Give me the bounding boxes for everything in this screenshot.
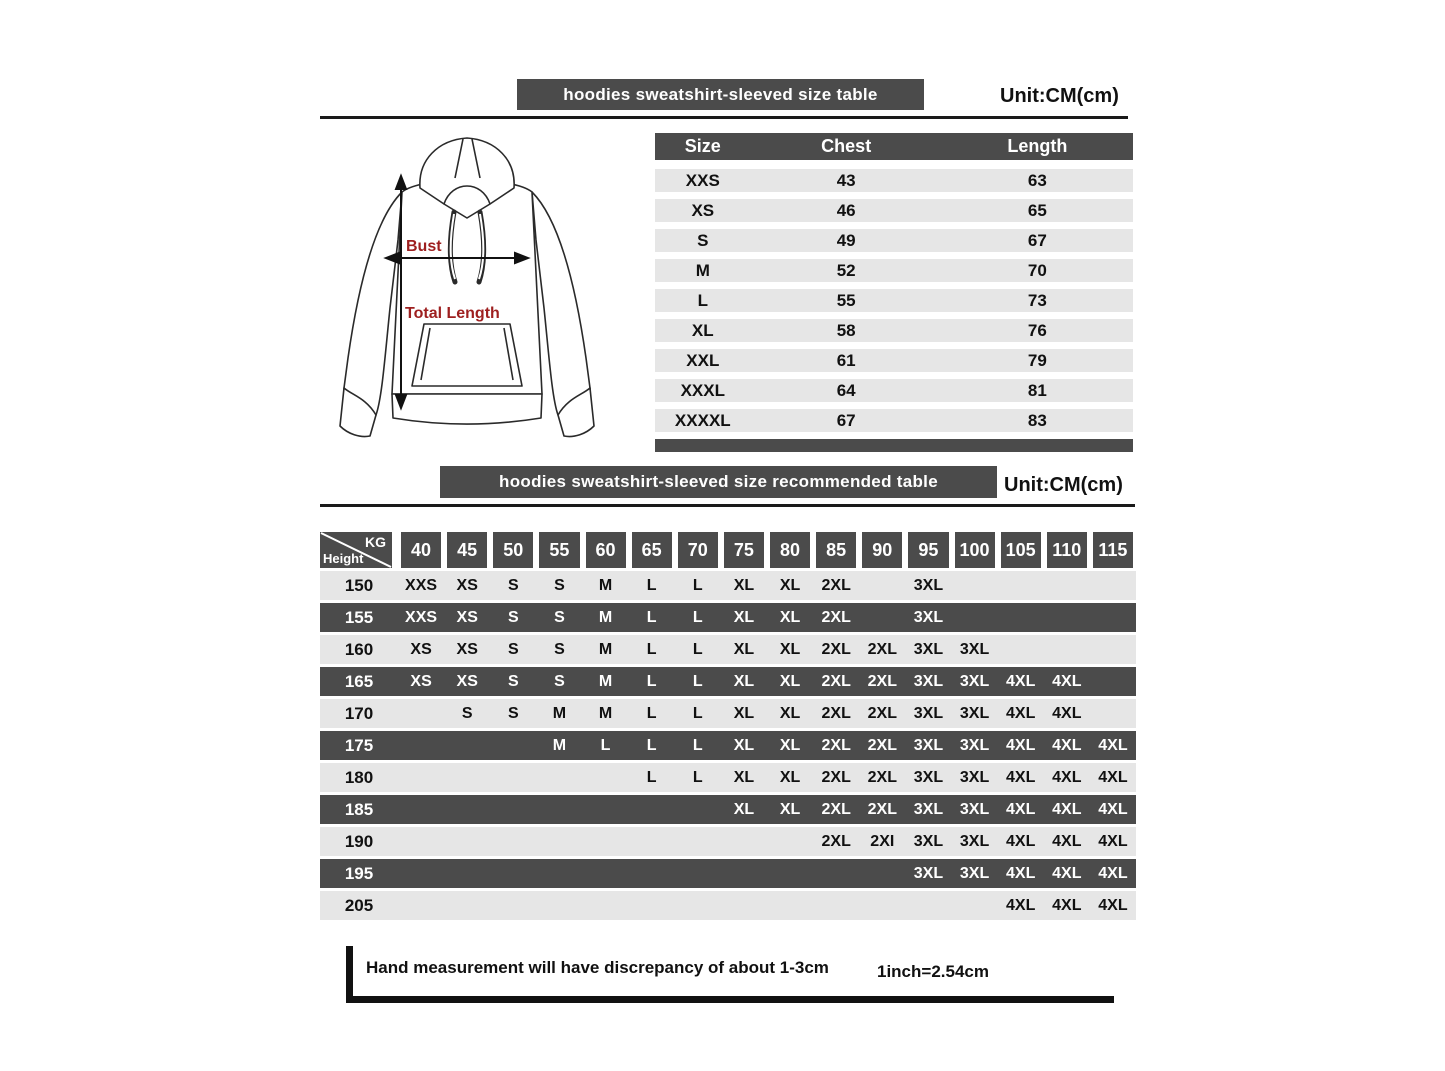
size-value-cell: XL <box>733 704 755 722</box>
size-value-cell: L <box>692 576 703 594</box>
size-value-cell: 3XL <box>959 864 990 882</box>
size-table-body <box>655 169 1133 432</box>
weight-header-cell: 100 <box>955 532 995 568</box>
chest-cell: 46 <box>836 200 856 220</box>
size-table-row <box>655 199 1133 222</box>
hoodie-diagram <box>322 128 612 463</box>
size-value-cell: 4XL <box>1006 768 1036 786</box>
size-value-cell: 3XL <box>913 608 944 626</box>
size-value-cell: XXS <box>405 576 438 594</box>
size-value-cell: 3XL <box>913 704 944 722</box>
size-value-cell: XL <box>779 768 801 786</box>
corner-height-label: Height <box>323 551 364 566</box>
hoodie-hem-band <box>392 394 542 424</box>
size-value-cell: 4XL <box>1052 672 1082 690</box>
size-value-cell: XL <box>779 672 801 690</box>
size-value-cell: XL <box>733 800 755 818</box>
size-table-header <box>655 133 1133 160</box>
size-table-row <box>655 229 1133 252</box>
size-value-cell: 2XL <box>821 832 851 850</box>
size-column-header: Size <box>684 136 721 156</box>
recommended-table-row <box>320 763 1136 792</box>
size-value-cell: M <box>598 704 613 722</box>
size-value-cell: 3XL <box>913 576 944 594</box>
size-value-cell: 3XL <box>913 672 944 690</box>
size-cell: M <box>695 260 710 280</box>
weight-header-cell: 75 <box>724 532 764 568</box>
size-value-cell: 4XL <box>1052 768 1082 786</box>
recommended-table-row <box>320 891 1136 920</box>
size-table <box>655 133 1133 452</box>
size-value-cell: XL <box>779 640 801 658</box>
size-value-cell: 3XL <box>913 864 944 882</box>
size-value-cell: L <box>692 640 703 658</box>
recommended-table-row <box>320 795 1136 824</box>
size-value-cell: XS <box>456 672 478 690</box>
size-table-row <box>655 259 1133 282</box>
chest-cell: 55 <box>836 290 856 310</box>
size-value-cell: 4XL <box>1052 800 1082 818</box>
size-value-cell: 3XL <box>913 800 944 818</box>
length-cell: 63 <box>1027 170 1047 190</box>
size-cell: XL <box>691 320 714 340</box>
size-cell: XXS <box>685 170 720 190</box>
size-value-cell: M <box>552 736 567 754</box>
height-label-cell: 180 <box>344 767 374 787</box>
size-value-cell: 2XL <box>821 736 851 754</box>
size-value-cell: M <box>598 640 613 658</box>
size-value-cell: 2XL <box>821 800 851 818</box>
size-value-cell: S <box>507 640 519 658</box>
chest-cell: 58 <box>836 320 856 340</box>
chest-cell: 61 <box>836 350 856 370</box>
size-value-cell: 3XL <box>959 704 990 722</box>
size-value-cell: 4XL <box>1006 736 1036 754</box>
length-cell: 79 <box>1027 350 1047 370</box>
size-value-cell: XL <box>779 608 801 626</box>
size-value-cell: 4XL <box>1098 864 1128 882</box>
top-divider-line <box>320 116 1128 119</box>
size-value-cell: L <box>692 672 703 690</box>
size-value-cell: L <box>692 736 703 754</box>
weight-header-cell: 95 <box>908 532 948 568</box>
size-value-cell: L <box>646 608 657 626</box>
size-table-row <box>655 169 1133 192</box>
size-value-cell: 3XL <box>959 768 990 786</box>
size-value-cell: XL <box>733 576 755 594</box>
size-value-cell: S <box>554 608 565 626</box>
weight-header-cell: 60 <box>586 532 626 568</box>
size-value-cell: 4XL <box>1006 864 1036 882</box>
recommended-table-unit: Unit:CM(cm) <box>1004 474 1123 496</box>
size-value-cell: 2XL <box>821 768 851 786</box>
footer-note: Hand measurement will have discrepancy of about 1-3cm <box>366 958 829 977</box>
size-value-cell: 4XL <box>1006 704 1036 722</box>
footer-left-bar <box>346 946 353 1003</box>
size-value-cell: M <box>598 672 613 690</box>
size-value-cell: L <box>692 768 703 786</box>
chest-cell: 67 <box>836 410 856 430</box>
size-value-cell: XL <box>733 640 755 658</box>
size-value-cell: S <box>554 672 565 690</box>
recommended-table-row <box>320 699 1136 728</box>
size-value-cell: L <box>600 736 611 754</box>
recommended-table-row <box>320 667 1136 696</box>
weight-header-cell: 85 <box>816 532 856 568</box>
size-table-row <box>655 319 1133 342</box>
size-value-cell: 2XL <box>867 640 897 658</box>
size-table-unit: Unit:CM(cm) <box>1000 85 1119 107</box>
footer-bottom-line <box>346 996 1114 1003</box>
size-value-cell: 4XL <box>1098 832 1128 850</box>
recommended-table-row <box>320 603 1136 632</box>
size-value-cell: XL <box>733 608 755 626</box>
footer-conversion: 1inch=2.54cm <box>877 962 989 981</box>
size-value-cell: S <box>554 576 565 594</box>
length-cell: 73 <box>1027 290 1047 310</box>
size-value-cell: 4XL <box>1098 800 1128 818</box>
size-value-cell: 3XL <box>959 736 990 754</box>
size-table-row <box>655 409 1133 432</box>
size-value-cell: XL <box>779 576 801 594</box>
size-value-cell: XL <box>733 768 755 786</box>
length-cell: 70 <box>1027 260 1047 280</box>
weight-header-cell: 70 <box>678 532 718 568</box>
size-value-cell: XL <box>733 672 755 690</box>
height-label-cell: 175 <box>344 735 374 755</box>
weight-header-cell: 105 <box>1001 532 1041 568</box>
size-value-cell: 2XL <box>867 768 897 786</box>
size-value-cell: S <box>507 704 519 722</box>
size-value-cell: 2XL <box>821 704 851 722</box>
chest-cell: 64 <box>836 380 856 400</box>
length-cell: 83 <box>1027 410 1047 430</box>
recommended-table-body <box>320 571 1136 920</box>
recommended-table-row <box>320 731 1136 760</box>
size-table-row <box>655 349 1133 372</box>
recommended-table-title: hoodies sweatshirt-sleeved size recommended table <box>440 466 997 498</box>
size-value-cell: 2XL <box>867 704 897 722</box>
size-value-cell: L <box>646 576 657 594</box>
size-value-cell: 2XL <box>821 640 851 658</box>
size-value-cell: S <box>507 672 519 690</box>
size-value-cell: S <box>461 704 473 722</box>
corner-kg-label: KG <box>365 534 386 550</box>
length-column-header: Length <box>1007 136 1068 156</box>
size-value-cell: XXS <box>405 608 438 626</box>
recommended-table-row <box>320 571 1136 600</box>
size-value-cell: 4XL <box>1052 896 1082 914</box>
size-value-cell: 2XL <box>821 608 851 626</box>
size-value-cell: L <box>646 704 657 722</box>
size-value-cell: 4XL <box>1052 864 1082 882</box>
size-value-cell: L <box>646 736 657 754</box>
size-value-cell: 3XL <box>913 832 944 850</box>
bust-label: Bust <box>406 238 442 255</box>
recommended-table-row <box>320 859 1136 888</box>
size-value-cell: XL <box>779 736 801 754</box>
size-cell: XXXXL <box>674 410 731 430</box>
size-value-cell: 3XL <box>959 800 990 818</box>
recommended-table-row <box>320 827 1136 856</box>
size-value-cell: L <box>692 704 703 722</box>
size-value-cell: XS <box>456 576 478 594</box>
length-cell: 67 <box>1027 230 1047 250</box>
height-label-cell: 150 <box>344 575 374 595</box>
size-table-row <box>655 289 1133 312</box>
size-value-cell: 2XL <box>867 672 897 690</box>
size-value-cell: 4XL <box>1098 736 1128 754</box>
weight-header-cell: 50 <box>493 532 533 568</box>
size-value-cell: 3XL <box>959 672 990 690</box>
size-value-cell: XL <box>733 736 755 754</box>
size-value-cell: XS <box>410 640 432 658</box>
height-label-cell: 190 <box>344 831 374 851</box>
size-value-cell: 4XL <box>1006 832 1036 850</box>
weight-header-cell: 80 <box>770 532 810 568</box>
size-value-cell: 2XL <box>867 736 897 754</box>
size-value-cell: XS <box>456 608 478 626</box>
size-value-cell: L <box>646 640 657 658</box>
size-value-cell: S <box>507 576 519 594</box>
size-value-cell: 2XI <box>870 832 895 850</box>
size-cell: S <box>697 230 709 250</box>
size-value-cell: 3XL <box>913 768 944 786</box>
size-value-cell: 4XL <box>1006 672 1036 690</box>
recommended-table-row <box>320 635 1136 664</box>
size-value-cell: S <box>507 608 519 626</box>
size-value-cell: L <box>646 768 657 786</box>
size-value-cell: M <box>598 608 613 626</box>
size-value-cell: 4XL <box>1006 800 1036 818</box>
size-value-cell: S <box>554 640 565 658</box>
size-value-cell: 3XL <box>913 640 944 658</box>
size-value-cell: 3XL <box>913 736 944 754</box>
size-value-cell: M <box>598 576 613 594</box>
size-value-cell: XS <box>410 672 432 690</box>
length-cell: 76 <box>1027 320 1047 340</box>
middle-divider-line <box>320 504 1135 507</box>
size-table-row <box>655 379 1133 402</box>
height-label-cell: 170 <box>344 703 374 723</box>
weight-header-cell: 45 <box>447 532 487 568</box>
weight-header-cell: 55 <box>539 532 579 568</box>
chest-cell: 49 <box>836 230 856 250</box>
size-value-cell: L <box>692 608 703 626</box>
size-value-cell: 3XL <box>959 640 990 658</box>
size-value-cell: M <box>552 704 567 722</box>
height-label-cell: 155 <box>344 607 374 627</box>
size-value-cell: 3XL <box>959 832 990 850</box>
weight-header-cell: 115 <box>1093 532 1133 568</box>
size-value-cell: 2XL <box>821 576 851 594</box>
size-value-cell: XL <box>779 704 801 722</box>
kg-height-corner-cell <box>320 532 392 568</box>
chest-cell: 52 <box>836 260 856 280</box>
size-value-cell: 4XL <box>1098 768 1128 786</box>
weight-header-cell: 40 <box>401 532 441 568</box>
size-value-cell: 2XL <box>867 800 897 818</box>
size-value-cell: 4XL <box>1052 704 1082 722</box>
total-length-arrowhead-top <box>396 176 406 189</box>
size-value-cell: 2XL <box>821 672 851 690</box>
weight-header-cell: 110 <box>1047 532 1087 568</box>
size-cell: XXL <box>686 350 720 370</box>
size-value-cell: 4XL <box>1052 832 1082 850</box>
length-cell: 81 <box>1027 380 1047 400</box>
size-value-cell: 4XL <box>1006 896 1036 914</box>
height-label-cell: 160 <box>344 639 374 659</box>
total-length-label: Total Length <box>405 305 500 322</box>
size-cell: XS <box>691 200 715 220</box>
size-value-cell: L <box>646 672 657 690</box>
weight-header-cell: 65 <box>632 532 672 568</box>
recommended-table <box>320 532 1136 923</box>
size-value-cell: 4XL <box>1098 896 1128 914</box>
recommended-table-header <box>320 532 1136 568</box>
chest-column-header: Chest <box>821 136 872 156</box>
size-table-title: hoodies sweatshirt-sleeved size table <box>517 79 924 110</box>
height-label-cell: 205 <box>344 895 374 915</box>
height-label-cell: 195 <box>344 863 374 883</box>
size-value-cell: XL <box>779 800 801 818</box>
size-value-cell: XS <box>456 640 478 658</box>
size-value-cell: 4XL <box>1052 736 1082 754</box>
height-label-cell: 165 <box>344 671 374 691</box>
weight-header-cell: 90 <box>862 532 902 568</box>
height-label-cell: 185 <box>344 799 374 819</box>
size-cell: L <box>697 290 708 310</box>
size-table-bottom-bar <box>655 439 1133 452</box>
size-cell: XXXL <box>680 380 725 400</box>
chest-cell: 43 <box>836 170 856 190</box>
length-cell: 65 <box>1027 200 1047 220</box>
